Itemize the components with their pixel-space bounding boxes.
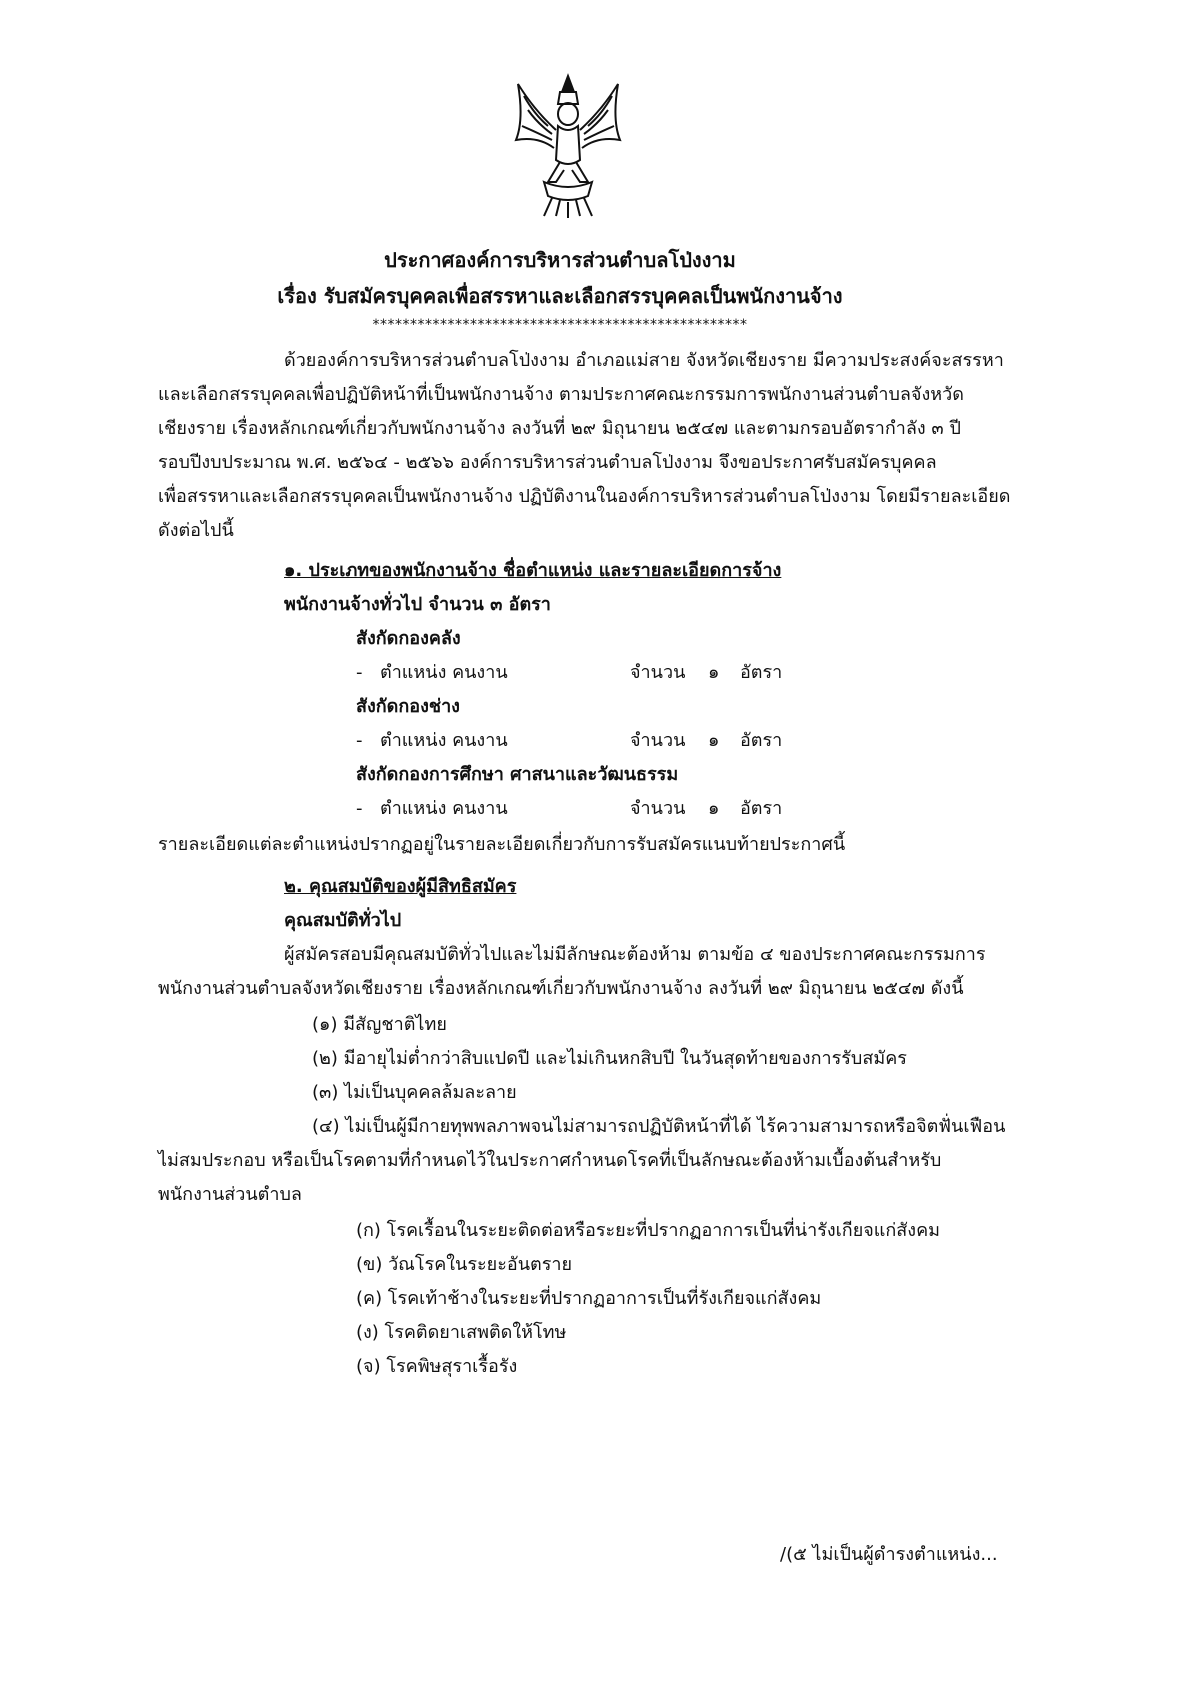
unit-label: สังกัดกองการศึกษา ศาสนาและวัฒนธรรม: [356, 764, 679, 785]
qualification-item: (๒) มีอายุไม่ต่ำกว่าสิบแปดปี และไม่เกินหกสิบปี ในวันสุดท้ายของการรับสมัคร: [312, 1048, 907, 1069]
count-unit: อัตรา: [740, 662, 783, 683]
count-label: จำนวน: [630, 662, 686, 683]
position-dash: -: [356, 662, 363, 683]
disease-item: (ก) โรคเรื้อนในระยะติดต่อหรือระยะที่ปรากฏอาการเป็นที่น่ารังเกียจแก่สังคม: [356, 1220, 940, 1241]
intro-line: เชียงราย เรื่องหลักเกณฑ์เกี่ยวกับพนักงานจ้าง ลงวันที่ ๒๙ มิถุนายน ๒๕๔๗ และตามกรอบอัตรากำลัง ๓ ปี: [158, 418, 961, 439]
qualification-item-cont: พนักงานส่วนตำบล: [158, 1184, 302, 1205]
qualification-item: (๔) ไม่เป็นผู้มีกายทุพพลภาพจนไม่สามารถปฏิบัติหน้าที่ได้ ไร้ความสามารถหรือจิตฟั่นเฟือน: [312, 1116, 1006, 1137]
count-value: ๑: [708, 662, 720, 683]
disease-item: (ข) วัณโรคในระยะอันตราย: [356, 1254, 573, 1275]
separator-line: **************************************************: [372, 317, 748, 333]
intro-line: และเลือกสรรบุคคลเพื่อปฏิบัติหน้าที่เป็นพนักงานจ้าง ตามประกาศคณะกรรมการพนักงานส่วนตำบลจังหวัด: [158, 384, 964, 405]
disease-item: (ค) โรคเท้าช้างในระยะที่ปรากฏอาการเป็นที่รังเกียจแก่สังคม: [356, 1288, 822, 1309]
section2-para: ผู้สมัครสอบมีคุณสมบัติทั่วไปและไม่มีลักษณะต้องห้าม ตามข้อ ๔ ของประกาศคณะกรรมการ: [284, 944, 986, 965]
count-unit: อัตรา: [740, 798, 783, 819]
section1-note: รายละเอียดแต่ละตำแหน่งปรากฏอยู่ในรายละเอียดเกี่ยวกับการรับสมัครแนบท้ายประกาศนี้: [158, 834, 846, 855]
position-dash: -: [356, 798, 363, 819]
section2-heading: ๒. คุณสมบัติของผู้มีสิทธิสมัคร: [284, 876, 517, 897]
position-name: ตำแหน่ง คนงาน: [380, 798, 508, 819]
intro-line: รอบปีงบประมาณ พ.ศ. ๒๕๖๔ - ๒๕๖๖ องค์การบริหารส่วนตำบลโป่งงาม จึงขอประกาศรับสมัครบุคคล: [158, 452, 937, 473]
count-unit: อัตรา: [740, 730, 783, 751]
document-title: ประกาศองค์การบริหารส่วนตำบลโป่งงาม: [384, 248, 736, 272]
page-continuation: /(๕ ไม่เป็นผู้ดำรงตำแหน่ง...: [780, 1544, 998, 1565]
intro-line: ด้วยองค์การบริหารส่วนตำบลโป่งงาม อำเภอแม่สาย จังหวัดเชียงราย มีความประสงค์จะสรรหา: [284, 350, 1004, 371]
count-value: ๑: [708, 730, 720, 751]
qualification-item-cont: ไม่สมประกอบ หรือเป็นโรคตามที่กำหนดไว้ในประกาศกำหนดโรคที่เป็นลักษณะต้องห้ามเบื้องต้นสำหรับ: [158, 1150, 942, 1171]
section1-subheading: พนักงานจ้างทั่วไป จำนวน ๓ อัตรา: [284, 594, 551, 615]
section1-heading: ๑. ประเภทของพนักงานจ้าง ชื่อตำแหน่ง และรายละเอียดการจ้าง: [284, 560, 782, 581]
intro-line: เพื่อสรรหาและเลือกสรรบุคคลเป็นพนักงานจ้าง ปฏิบัติงานในองค์การบริหารส่วนตำบลโป่งงาม โดยมีรายละเอียด: [158, 486, 1011, 507]
count-label: จำนวน: [630, 730, 686, 751]
disease-item: (จ) โรคพิษสุราเรื้อรัง: [356, 1356, 518, 1377]
unit-label: สังกัดกองช่าง: [356, 696, 460, 717]
intro-line: ดังต่อไปนี้: [158, 520, 234, 541]
count-label: จำนวน: [630, 798, 686, 819]
count-value: ๑: [708, 798, 720, 819]
section2-para: พนักงานส่วนตำบลจังหวัดเชียงราย เรื่องหลักเกณฑ์เกี่ยวกับพนักงานจ้าง ลงวันที่ ๒๙ มิถุนายน ๒๕๔๗ ดังนี้: [158, 978, 964, 999]
position-dash: -: [356, 730, 363, 751]
garuda-emblem-icon: [504, 70, 632, 220]
unit-label: สังกัดกองคลัง: [356, 628, 461, 649]
disease-item: (ง) โรคติดยาเสพติดให้โทษ: [356, 1322, 567, 1343]
position-name: ตำแหน่ง คนงาน: [380, 730, 508, 751]
document-subject: เรื่อง รับสมัครบุคคลเพื่อสรรหาและเลือกสรรบุคคลเป็นพนักงานจ้าง: [277, 284, 843, 308]
position-name: ตำแหน่ง คนงาน: [380, 662, 508, 683]
qualification-item: (๑) มีสัญชาติไทย: [312, 1014, 447, 1035]
section2-subheading: คุณสมบัติทั่วไป: [284, 910, 402, 931]
qualification-item: (๓) ไม่เป็นบุคคลล้มละลาย: [312, 1082, 517, 1103]
